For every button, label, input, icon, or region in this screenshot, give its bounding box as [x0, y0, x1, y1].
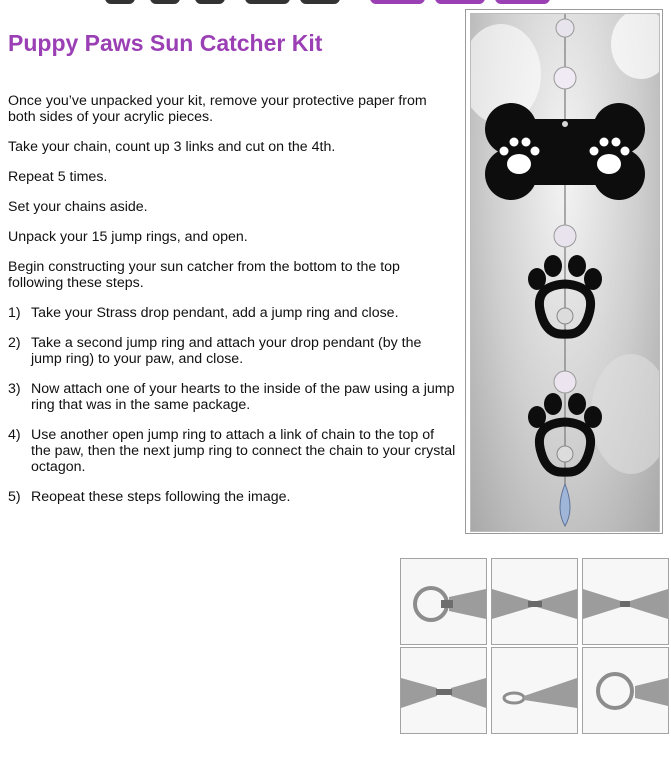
step-text: Reopeat these steps following the image. [31, 489, 291, 505]
sun-catcher-photo [470, 13, 660, 532]
step-item [8, 305, 456, 321]
product-photo-frame [465, 9, 663, 534]
technique-photo [582, 647, 669, 734]
intro-paragraph: Begin constructing your sun catcher from the bottom to the top following these steps. [8, 259, 400, 291]
step-text: Take a second jump ring and attach your drop pendant (by the jump ring) to your paw, and close. [31, 335, 422, 367]
step-item [8, 427, 456, 475]
technique-photo [400, 558, 487, 645]
technique-photo [491, 558, 578, 645]
intro-paragraph: Set your chains aside. [8, 199, 148, 215]
brand-logo-cropped [95, 0, 565, 8]
technique-photo-grid [400, 558, 670, 736]
step-item [8, 489, 456, 505]
intro-paragraph: Repeat 5 times. [8, 169, 108, 185]
step-number: 5) [8, 489, 21, 505]
intro-paragraph: Take your chain, count up 3 links and cut on the 4th. [8, 139, 336, 155]
step-number: 1) [8, 305, 21, 321]
step-list [8, 305, 456, 505]
instructions [8, 93, 456, 519]
technique-photo [582, 558, 669, 645]
technique-photo [400, 647, 487, 734]
step-item [8, 335, 456, 367]
step-item [8, 381, 456, 413]
step-text: Use another open jump ring to attach a link of chain to the top of the paw, then the next jump ring to connect the chain to your crystal octagon. [31, 427, 456, 475]
intro-paragraph: Unpack your 15 jump rings, and open. [8, 229, 248, 245]
intro-paragraph: Once you’ve unpacked your kit, remove your protective paper from both sides of your acrylic pieces. [8, 93, 427, 125]
step-text: Now attach one of your hearts to the inside of the paw using a jump ring that was in the same package. [31, 381, 455, 413]
step-text: Take your Strass drop pendant, add a jump ring and close. [31, 305, 399, 321]
step-number: 2) [8, 335, 21, 351]
step-number: 4) [8, 427, 21, 443]
step-number: 3) [8, 381, 21, 397]
technique-photo [491, 647, 578, 734]
page-title: Puppy Paws Sun Catcher Kit [8, 30, 323, 56]
